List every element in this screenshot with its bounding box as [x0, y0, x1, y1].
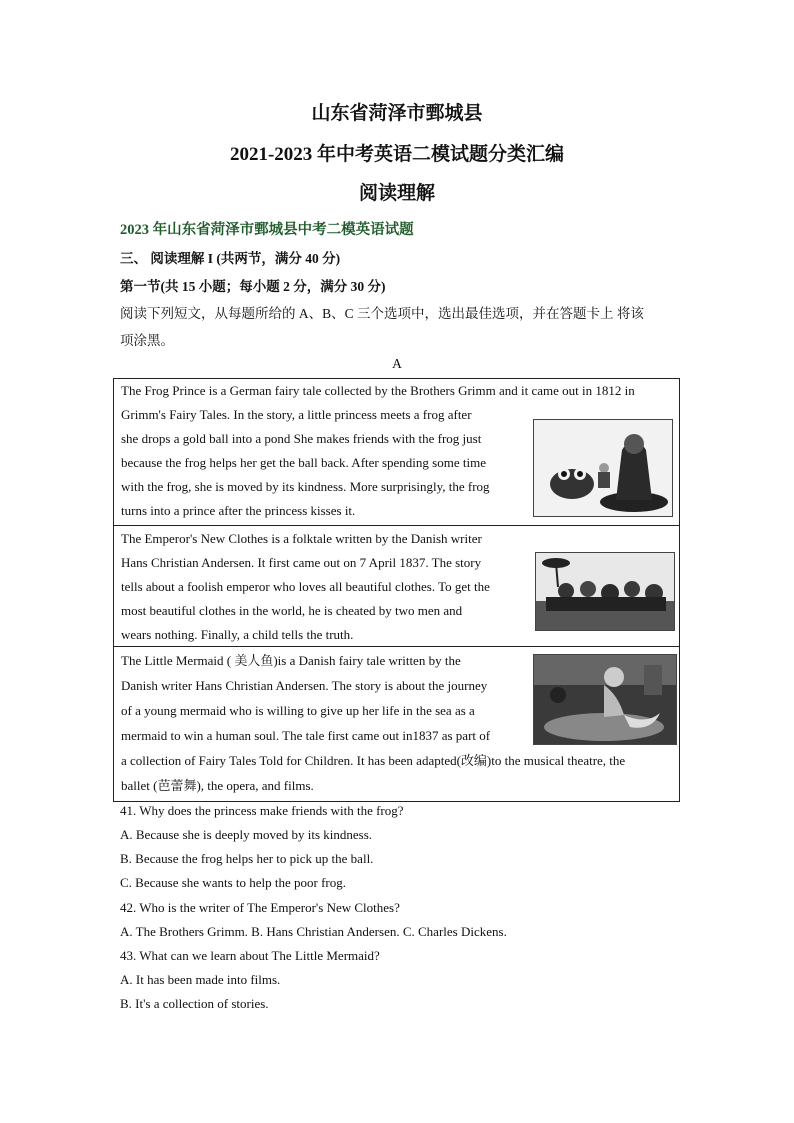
passage-line: Grimm's Fairy Tales. In the story, a little princess meets a frog after	[121, 407, 472, 422]
option-43-a: A. It has been made into films.	[120, 972, 281, 987]
passage-line: because the frog helps her get the ball back. After spending some time	[121, 455, 486, 470]
passage-line: The Little Mermaid ( 美人鱼)is a Danish fairy tale written by the	[121, 653, 461, 668]
passage-row-little-mermaid	[114, 647, 679, 801]
emperor-illustration	[535, 552, 675, 631]
mermaid-illustration	[533, 654, 677, 745]
question-43: 43. What can we learn about The Little Mermaid?	[120, 948, 380, 963]
passage-line: mermaid to win a human soul. The tale first came out in1837 as part of	[121, 728, 491, 743]
passage-row-emperors-new-clothes	[114, 526, 679, 647]
question-42: 42. Who is the writer of The Emperor's New Clothes?	[120, 900, 400, 915]
passage-label: A	[392, 356, 402, 371]
passage-line: with the frog, she is moved by its kindness. More surprisingly, the frog	[121, 479, 490, 494]
passage-line: of a young mermaid who is willing to give up her life in the sea as a	[121, 703, 475, 718]
instruction-line-1: 阅读下列短文，从每题所给的 A、B、C 三个选项中，选出最佳选项，并在答题卡上 将该	[120, 306, 644, 321]
option-41-a: A. Because she is deeply moved by its kindness.	[120, 827, 373, 842]
passage-line: Danish writer Hans Christian Andersen. The story is about the journey	[121, 678, 488, 693]
question-41: 41. Why does the princess make friends with the frog?	[120, 803, 404, 818]
subpart-heading: 第一节(共 15 小题；每小题 2 分，满分 30 分)	[120, 279, 386, 294]
passage-row-frog-prince	[114, 379, 679, 526]
option-43-b: B. It's a collection of stories.	[120, 996, 269, 1011]
option-41-b: B. Because the frog helps her to pick up the ball.	[120, 851, 374, 866]
passage-line: tells about a foolish emperor who loves all beautiful clothes. To get the	[121, 579, 490, 594]
options-42: A. The Brothers Grimm. B. Hans Christian Andersen. C. Charles Dickens.	[120, 924, 507, 939]
passage-line: a collection of Fairy Tales Told for Children. It has been adapted(改编)to the musical theatre, the	[121, 753, 626, 768]
passage-line: wears nothing. Finally, a child tells the truth.	[121, 627, 354, 642]
option-41-c: C. Because she wants to help the poor frog.	[120, 875, 347, 890]
exam-title: 2023 年山东省菏泽市鄄城县中考二模英语试题	[120, 222, 414, 238]
doc-title-main: 2021-2023 年中考英语二模试题分类汇编	[229, 144, 565, 165]
doc-title-topic: 阅读理解	[358, 183, 435, 204]
passage-line: she drops a gold ball into a pond She makes friends with the frog just	[121, 431, 482, 446]
frog-prince-illustration	[533, 419, 673, 517]
passage-line: The Frog Prince is a German fairy tale collected by the Brothers Grimm and it came out in 1812 in	[121, 383, 635, 398]
part-heading: 三、 阅读理解 I (共两节，满分 40 分)	[120, 251, 341, 266]
instruction-line-2: 项涂黑。	[120, 333, 174, 348]
doc-title-region: 山东省菏泽市鄄城县	[311, 103, 483, 124]
passage-line: ballet (芭蕾舞), the opera, and films.	[121, 778, 314, 793]
passage-line: The Emperor's New Clothes is a folktale written by the Danish writer	[121, 531, 482, 546]
passage-line: Hans Christian Andersen. It first came out on 7 April 1837. The story	[121, 555, 482, 570]
passage-table	[113, 378, 680, 802]
passage-line: turns into a prince after the princess kisses it.	[121, 503, 356, 518]
passage-line: most beautiful clothes in the world, he is cheated by two men and	[121, 603, 463, 618]
